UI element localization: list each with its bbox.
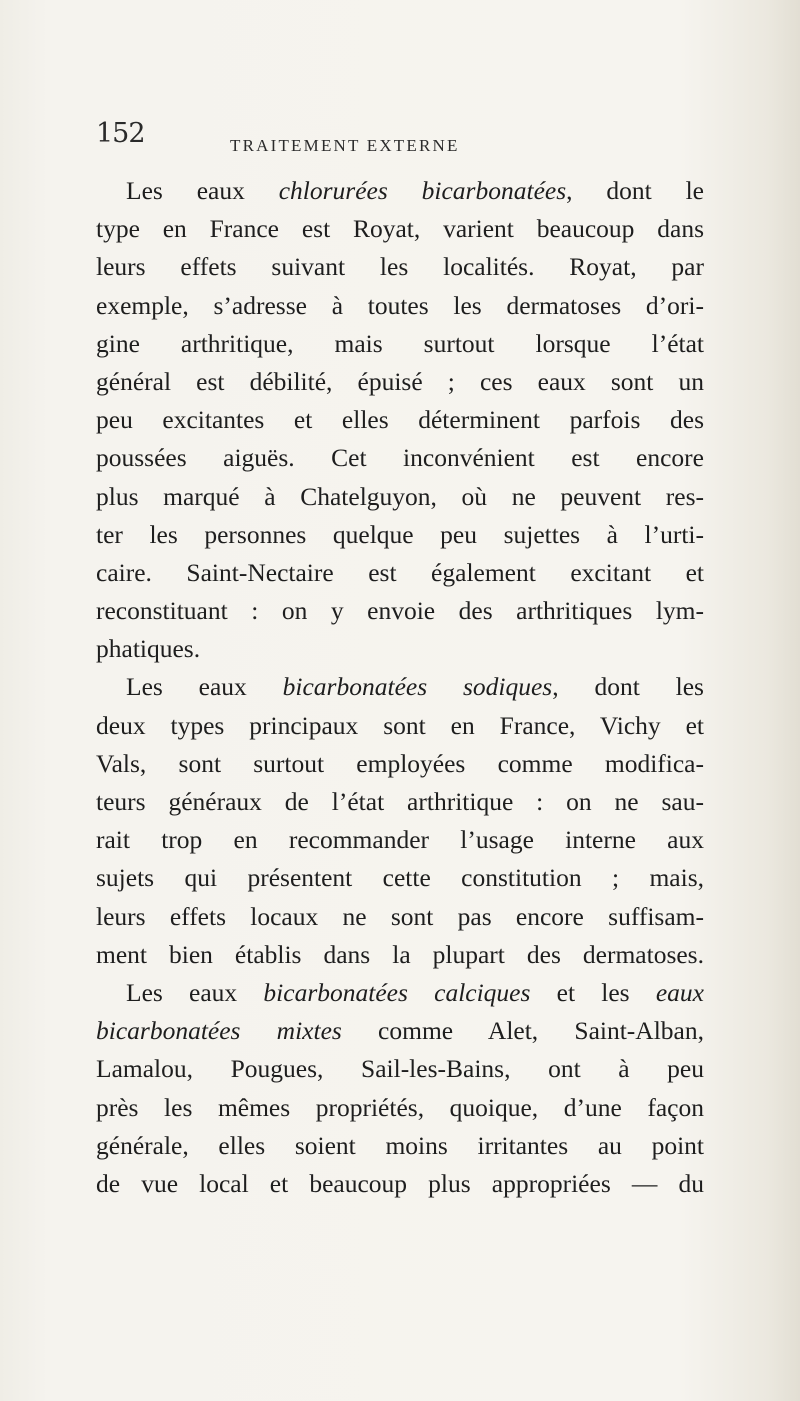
text-line: générale, elles soient moins irritantes au point (96, 1130, 704, 1160)
text-line: teurs généraux de l’état arthritique : on ne sau- (96, 787, 704, 816)
text-line: Les eaux bicarbonatées sodiques, dont les (126, 672, 704, 702)
text-line: général est débilité, épuisé ; ces eaux sont un (96, 366, 704, 396)
text-line: reconstituant : on y envoie des arthritiques lym- (96, 596, 704, 626)
text-line: phatiques. (96, 634, 201, 664)
text-line: Les eaux chlorurées bicarbonatées, dont le (126, 176, 704, 205)
running-title: TRAITEMENT EXTERNE (230, 136, 460, 155)
text-line: Vals, sont surtout employées comme modifica- (96, 748, 704, 778)
text-line: sujets qui présentent cette constitution ; mais, (96, 863, 704, 893)
text-line: deux types principaux sont en France, Vichy et (96, 710, 704, 740)
text-line: caire. Saint-Nectaire est également excitant et (96, 557, 704, 587)
text-line: gine arthritique, mais surtout lorsque l’état (96, 328, 704, 358)
text-line: exemple, s’adresse à toutes les dermatoses d’ori- (96, 290, 704, 320)
text-line: Les eaux bicarbonatées calciques et les eaux (126, 977, 704, 1007)
page-number: 152 (96, 118, 145, 149)
text-line: ter les personnes quelque peu sujettes à l’urti- (96, 519, 704, 549)
text-line: bicarbonatées mixtes comme Alet, Saint-Alban, (96, 1016, 704, 1046)
text-line: peu excitantes et elles déterminent parfois des (96, 405, 704, 435)
text-line: leurs effets locaux ne sont pas encore suffisam- (96, 901, 704, 931)
body-text (96, 172, 704, 1203)
text-line: type en France est Royat, varient beaucoup dans (96, 214, 704, 244)
text-line: ment bien établis dans la plupart des dermatoses. (96, 939, 704, 969)
text-line: de vue local et beaucoup plus appropriées — du (96, 1168, 704, 1198)
text-line: plus marqué à Chatelguyon, où ne peuvent res- (96, 481, 704, 511)
text-line: Lamalou, Pougues, Sail-les-Bains, ont à peu (96, 1054, 704, 1084)
text-line: près les mêmes propriétés, quoique, d’une façon (96, 1092, 704, 1122)
text-line: rait trop en recommander l’usage interne aux (96, 825, 704, 855)
text-line: poussées aiguës. Cet inconvénient est encore (96, 443, 704, 473)
text-line: leurs effets suivant les localités. Royat, par (96, 252, 704, 282)
